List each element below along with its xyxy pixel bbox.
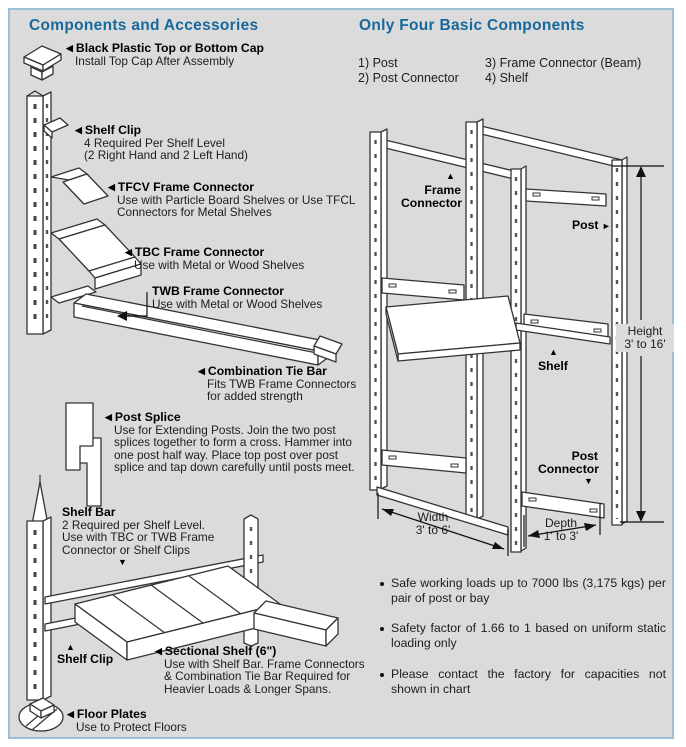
callout-line: & Combination Tie Bar Required for bbox=[164, 669, 351, 683]
callout-tie-bar bbox=[198, 365, 356, 403]
callout-title: TBC Frame Connector bbox=[134, 245, 265, 259]
bullet-dot bbox=[380, 627, 384, 631]
callout-title: Black Plastic Top or Bottom Cap bbox=[75, 41, 264, 55]
callout-title: Combination Tie Bar bbox=[207, 364, 327, 378]
left-pointer-icon: ◀ bbox=[67, 709, 74, 719]
left-pointer-icon: ◀ bbox=[155, 646, 162, 656]
down-pointer-icon: ▼ bbox=[118, 557, 127, 567]
components-list-col1 bbox=[358, 56, 459, 86]
callout-title: TWB Frame Connector bbox=[152, 284, 285, 298]
callout-tfcv bbox=[108, 181, 355, 219]
callout-line: Connectors for Metal Shelves bbox=[117, 205, 272, 219]
callout-floor-plates bbox=[67, 708, 187, 733]
bullet-item bbox=[378, 576, 666, 605]
callout-twb bbox=[152, 285, 322, 310]
callout-line: (2 Right Hand and 2 Left Hand) bbox=[84, 148, 248, 162]
floor-plate-drawing bbox=[19, 698, 63, 731]
callout-sectional-shelf bbox=[155, 645, 365, 695]
label-line: Frame bbox=[424, 183, 461, 197]
list-item: 2) Post Connector bbox=[358, 71, 459, 85]
callout-top-cap bbox=[66, 42, 264, 67]
top-cap-drawing bbox=[24, 46, 61, 80]
label-line: Shelf bbox=[538, 359, 568, 373]
shelf-label bbox=[538, 360, 568, 373]
bullet-text: Safety factor of 1.66 to 1 based on uniform static loading only bbox=[391, 621, 666, 650]
callout-title: Post Splice bbox=[114, 410, 181, 424]
down-pointer-icon: ▼ bbox=[584, 476, 593, 486]
list-item: 3) Frame Connector (Beam) bbox=[485, 56, 642, 70]
left-pointer-icon: ◀ bbox=[66, 43, 73, 53]
bullet-dot bbox=[380, 673, 384, 677]
tfcv-connector-drawing bbox=[51, 168, 108, 204]
up-pointer-icon: ▲ bbox=[446, 171, 455, 181]
callout-line: Use to Protect Floors bbox=[76, 719, 187, 734]
left-pointer-icon: ◀ bbox=[108, 182, 115, 192]
bullet-item bbox=[378, 621, 666, 650]
bullet-item bbox=[378, 667, 666, 696]
dimension-range: 1' to 3' bbox=[543, 529, 579, 543]
left-pointer-icon: ◀ bbox=[105, 412, 112, 422]
label-line: Post bbox=[572, 218, 599, 232]
right-pointer-icon: ► bbox=[601, 221, 611, 231]
callout-shelf-clip bbox=[75, 124, 248, 162]
callout-line: 2 Required per Shelf Level. bbox=[62, 517, 205, 532]
left-pointer-icon: ◀ bbox=[198, 366, 205, 376]
bullet-text: Safe working loads up to 7000 lbs (3,175 kgs) per pair of post or bay bbox=[391, 576, 666, 605]
up-pointer-icon: ▲ bbox=[66, 642, 75, 652]
callout-line: Use for Extending Posts. Join the two post bbox=[114, 422, 336, 437]
callout-shelf-bar bbox=[62, 506, 214, 556]
callout-line: Use with Particle Board Shelves or Use TFCL bbox=[117, 192, 356, 207]
callout-line: Use with Metal or Wood Shelves bbox=[152, 296, 323, 311]
post-label bbox=[572, 219, 611, 233]
components-list-col2 bbox=[485, 56, 641, 86]
label-line: Post bbox=[571, 449, 598, 463]
callout-post-splice bbox=[105, 411, 355, 474]
callout-title: Shelf Bar bbox=[62, 505, 116, 519]
left-pointer-icon: ◀ bbox=[125, 247, 132, 257]
dimension-range: 3' to 16' bbox=[624, 337, 666, 351]
callout-title: TFCV Frame Connector bbox=[117, 180, 255, 194]
callout-shelf-clip-bottom bbox=[57, 640, 113, 665]
callout-line: Connector or Shelf Clips bbox=[62, 542, 190, 557]
callout-line: Heavier Loads & Longer Spans. bbox=[164, 681, 332, 696]
frame-connector-label bbox=[401, 184, 461, 210]
callout-line: splice and tap down carefully until posts meet. bbox=[114, 460, 355, 474]
post-connector-label bbox=[538, 450, 598, 476]
bullet-dot bbox=[380, 582, 384, 586]
left-section-title: Components and Accessories bbox=[29, 17, 259, 34]
callout-line: for added strength bbox=[207, 389, 303, 403]
list-item: 4) Shelf bbox=[485, 71, 529, 85]
dimension-name: Width bbox=[417, 510, 449, 524]
callout-line: Use with Shelf Bar. Frame Connectors bbox=[164, 656, 365, 671]
height-dimension-label bbox=[616, 324, 674, 352]
callout-line: Fits TWB Frame Connectors bbox=[207, 376, 357, 391]
callout-line: Use with Metal or Wood Shelves bbox=[134, 257, 305, 272]
callout-title: Sectional Shelf (6") bbox=[164, 644, 277, 658]
dimension-name: Height bbox=[627, 324, 663, 338]
right-section-title: Only Four Basic Components bbox=[359, 17, 585, 34]
callout-line: 4 Required Per Shelf Level bbox=[84, 135, 225, 150]
up-pointer-icon: ▲ bbox=[549, 347, 558, 357]
callout-line: one post half way. Place top post over post bbox=[114, 447, 339, 462]
bullet-text: Please contact the factory for capacities not shown in chart bbox=[391, 667, 666, 696]
post-splice-drawing bbox=[66, 403, 101, 506]
callout-line: Install Top Cap After Assembly bbox=[75, 53, 235, 68]
dimension-range: 3' to 6' bbox=[415, 523, 451, 537]
callout-title: Floor Plates bbox=[76, 707, 147, 721]
list-item: 1) Post bbox=[358, 56, 398, 70]
callout-line: splices together to form a cross. Hammer into bbox=[114, 435, 352, 449]
dimension-name: Depth bbox=[544, 516, 578, 530]
callout-line: Use with TBC or TWB Frame bbox=[62, 530, 215, 544]
left-pointer-icon: ◀ bbox=[75, 125, 82, 135]
label-line: Connector bbox=[401, 196, 462, 210]
rack-post-back-left bbox=[370, 129, 387, 490]
callout-title: Shelf Clip bbox=[84, 123, 142, 137]
label-line: Connector bbox=[538, 462, 599, 476]
width-dimension-label bbox=[407, 511, 459, 537]
callout-tbc bbox=[125, 246, 304, 271]
callout-title: Shelf Clip bbox=[57, 651, 114, 666]
depth-dimension-label bbox=[535, 517, 587, 543]
